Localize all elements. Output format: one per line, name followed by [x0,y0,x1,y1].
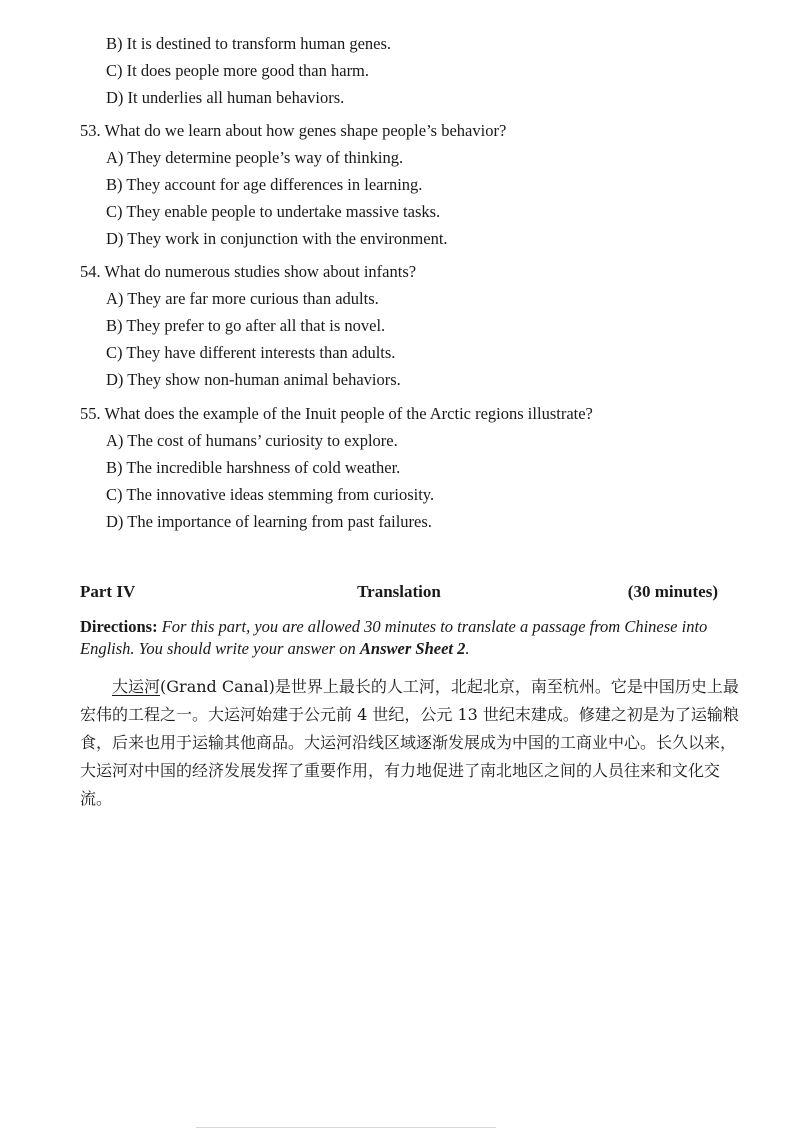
q52-option-b: B) It is destined to transform human genes. [106,34,392,53]
question-55-stem: 55. What does the example of the Inuit people of the Arctic regions illustrate? [80,404,593,423]
passage-line-3: 食，后来也用于运输其他商品。大运河沿线区域逐渐发展成为中国的工商业中心。长久以来， [80,733,737,752]
question-55-option-b: B) The incredible harshness of cold weather. [106,458,401,477]
passage-line-5: 流。 [80,789,113,808]
question-53-stem: 53. What do we learn about how genes shape people’s behavior? [80,121,507,140]
directions-text-2: English. You should write your answer on [80,639,356,658]
question-54-option-d: D) They show non-human animal behaviors. [106,370,401,389]
part-title: Translation [357,582,441,601]
part-time: (30 minutes) [627,582,718,601]
answer-sheet-ref: Answer Sheet 2 [359,639,466,658]
question-55-option-c: C) The innovative ideas stemming from curiosity. [106,485,435,504]
passage-line-2: 宏伟的工程之一。大运河始建于公元前 4 世纪，公元 13 世纪末建成。修建之初是为了运输粮 [80,705,739,724]
question-54-option-a: A) They are far more curious than adults. [106,289,379,308]
passage-line-1: 大运河(Grand Canal)是世界上最长的人工河，北起北京，南至杭州。它是中国历史上最 [112,677,739,696]
translation-passage [80,673,739,813]
question-55-option-a: A) The cost of humans’ curiosity to explore. [106,431,398,450]
passage-underlined-term: 大运河 [112,677,161,696]
directions-label: Directions: [80,617,158,636]
directions-text-1: For this part, you are allowed 30 minutes to translate a passage from Chinese into [161,617,708,636]
question-54-stem: 54. What do numerous studies show about infants? [80,262,417,281]
part-header [80,582,718,604]
directions [80,616,720,660]
question-53-option-c: C) They enable people to undertake massive tasks. [106,202,441,221]
directions-end: . [465,639,470,658]
question-53-option-d: D) They work in conjunction with the environment. [106,229,448,248]
page-bottom-rule [196,1127,496,1128]
question-55-option-d: D) The importance of learning from past failures. [106,512,432,531]
question-54-option-b: B) They prefer to go after all that is novel. [106,316,386,335]
passage-line-4: 大运河对中国的经济发展发挥了重要作用，有力地促进了南北地区之间的人员往来和文化交 [80,761,721,780]
part-label: Part IV [80,582,136,601]
question-53-option-b: B) They account for age differences in learning. [106,175,423,194]
question-54-option-c: C) They have different interests than adults. [106,343,396,362]
question-53-option-a: A) They determine people’s way of thinking. [106,148,404,167]
q52-option-c: C) It does people more good than harm. [106,61,370,80]
q52-option-d: D) It underlies all human behaviors. [106,88,345,107]
